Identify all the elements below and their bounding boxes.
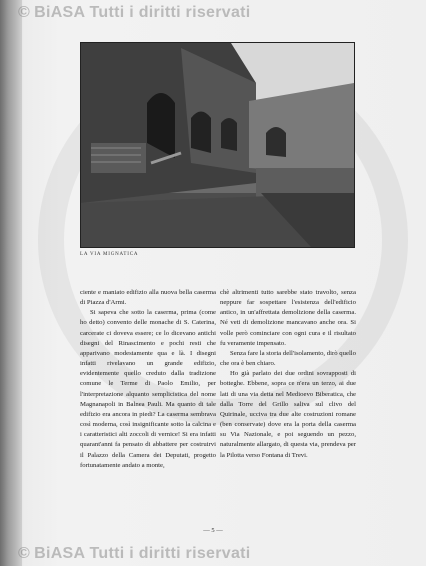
paragraph: ciente e maniato edifizio alla nuova bella caserma di Piazza d'Armi. — [80, 289, 216, 307]
photo-caption: LA VIA MIGNATICA — [80, 252, 139, 257]
text-column-left — [80, 288, 216, 471]
watermark-top — [18, 4, 251, 22]
copyright-icon: © — [18, 545, 31, 562]
copyright-icon: © — [18, 4, 31, 21]
text-column-right — [220, 288, 356, 461]
paragraph: chè altrimenti tutto sarebbe stato travolto, senza neppure far sospettare l'esistenza dell'edificio antico, in un'affrettata demolizione della caserma. Né veti di demolizione mancavano anche ora. Si volle però cominciare con ogni cura e il risultato fu veramente impensato. — [220, 289, 356, 347]
paragraph: Ho già parlato dei due ordini sovrapposti di botteghe. Ebbene, sopra ce n'era un terzo, ai due lati di una via detta nel Medioevo Biberatica, che dalla Torre del Grillo saliva sul clivo del Quirinale, ucciva tra due alte costruzioni romane (ben conservate) dove era la porta della caserma su Via Nazionale, e poi seguendo un pezzo, naturalmente allargato, di questa via, prendeva per la Pilotta verso Fontana di Trevi. — [220, 370, 356, 459]
paragraph: Si sapeva che sotto la caserma, prima (come ho detto) convento delle monache di S. Caterina, carcerate ci doveva essere; ce lo dicevano antichi disegni del Rinascimento e pochi resti che apparivano modestamente qua e là. I disegni infatti rivelavano un grande edifizio, evidentemente quello creduto dalla tradizione comune le Terme di Paolo Emilio, per l'interpretazione alquanto semplicistica del nome Magnanapoli in Balnea Pauli. Ma quanto di tale edifizio era ancora in piedi? La caserma sembrava così moderna, così insignificante sotto la calcina e i caratteristici alti zoccoli di vernice! Si era infatti quarant'anni fa pensato di abbattere per costruirvi il Palazzo della Camera dei Deputati, progetto fortunatamente andato a monte, — [80, 309, 216, 469]
photograph-image — [81, 43, 354, 247]
watermark-bottom-text: BiASA Tutti i diritti riservati — [34, 545, 251, 562]
binding-gutter — [0, 0, 22, 566]
page-number: — 5 — — [203, 527, 223, 534]
photograph-via-biberatica — [80, 42, 355, 248]
watermark-bottom — [18, 545, 251, 563]
watermark-top-text: BiASA Tutti i diritti riservati — [34, 4, 251, 21]
paragraph: Senza fare la storia dell'isolamento, dirò quello che ora è ben chiaro. — [220, 349, 356, 368]
